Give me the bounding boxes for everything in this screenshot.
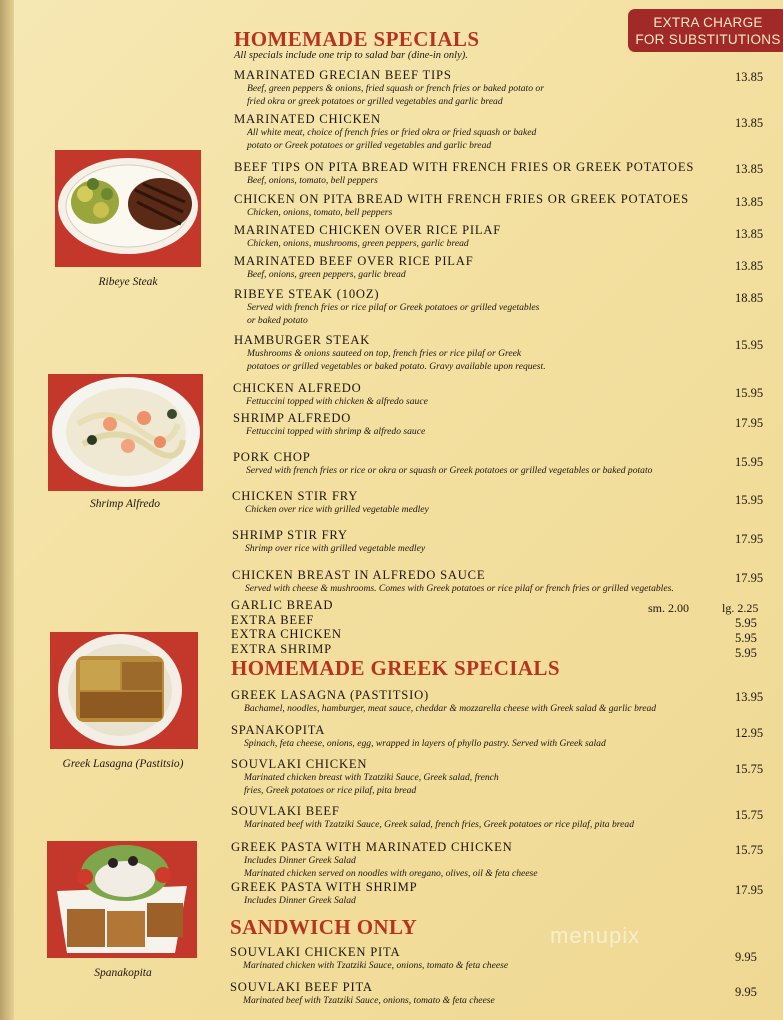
badge-line-1: EXTRA CHARGE <box>653 15 763 30</box>
item-name: PORK CHOP <box>233 450 311 464</box>
greek-lasagna-image <box>50 632 198 749</box>
item-desc: Bachamel, noodles, hamburger, meat sauce, cheddar & mozzarella cheese with Greek salad & garlic bread <box>244 703 657 714</box>
menu-item <box>231 880 417 908</box>
spanakopita-caption: Spanakopita <box>94 967 152 979</box>
shrimp-alfredo-image <box>48 374 203 491</box>
section-greek-specials: HOMEMADE GREEK SPECIALS <box>231 656 560 680</box>
item-name: SOUVLAKI CHICKEN <box>231 757 368 771</box>
item-price: 15.95 <box>735 455 764 469</box>
item-name: HAMBURGER STEAK <box>234 333 371 347</box>
item-name: CHICKEN BREAST IN ALFREDO SAUCE <box>232 568 486 582</box>
ribeye-steak-image <box>55 150 201 267</box>
menu-item <box>231 757 499 797</box>
spanakopita-photo <box>47 841 197 958</box>
item-price: 13.85 <box>735 116 764 130</box>
item-price: 17.95 <box>735 532 764 546</box>
item-price: 15.75 <box>735 762 764 776</box>
extra-price-large: lg. 2.25 <box>722 601 759 615</box>
item-desc: Chicken, onions, tomato, bell peppers <box>247 207 393 218</box>
item-name: GREEK LASAGNA (PASTITSIO) <box>231 688 429 702</box>
item-price: 12.95 <box>735 726 764 740</box>
item-price: 9.95 <box>735 985 757 999</box>
ribeye-caption: Ribeye Steak <box>98 276 158 288</box>
item-desc: Beef, onions, tomato, bell peppers <box>247 175 378 186</box>
menu-item <box>234 192 689 220</box>
section-sandwich-only: SANDWICH ONLY <box>230 915 418 939</box>
menu-item <box>234 333 546 373</box>
item-desc: Fettuccini topped with chicken & alfredo sauce <box>246 396 428 407</box>
item-price: 13.85 <box>735 227 764 241</box>
extra-price-small: sm. 2.00 <box>648 601 690 615</box>
item-price: 15.95 <box>735 338 764 352</box>
menu-item <box>234 223 501 251</box>
item-price: 17.95 <box>735 883 764 897</box>
item-price: 18.85 <box>735 291 764 305</box>
item-desc-2: Marinated chicken served on noodles with oregano, olives, oil & feta cheese <box>244 867 538 879</box>
item-desc: Marinated beef with Tzatziki Sauce, onions, tomato & feta cheese <box>243 995 495 1006</box>
menu-item <box>232 489 429 517</box>
menu-item <box>233 411 425 439</box>
item-desc: Served with french fries or rice pilaf or Greek potatoes or grilled vegetables <box>247 302 540 313</box>
menu-item <box>230 980 495 1008</box>
item-desc: Beef, green peppers & onions, fried squash or french fries or baked potato or <box>247 83 544 94</box>
item-name: SOUVLAKI CHICKEN PITA <box>230 945 401 959</box>
menu-item <box>231 723 606 751</box>
page-edge <box>0 0 14 1020</box>
menu-item <box>231 804 634 832</box>
item-price: 13.85 <box>735 162 764 176</box>
item-desc: All white meat, choice of french fries or fried okra or fried squash or baked <box>247 127 537 138</box>
menu-item <box>232 528 425 556</box>
extra-price: 5.95 <box>735 631 757 645</box>
item-name: MARINATED BEEF OVER RICE PILAF <box>234 254 474 268</box>
item-desc: Served with cheese & mushrooms. Comes with Greek potatoes or rice pilaf or french fries or grilled vegetables. <box>245 583 674 594</box>
extra-name: EXTRA CHICKEN <box>231 627 342 641</box>
item-name: CHICKEN ON PITA BREAD WITH FRENCH FRIES OR GREEK POTATOES <box>234 192 689 206</box>
greek-lasagna-photo <box>50 632 198 749</box>
menu-item <box>234 68 544 108</box>
item-desc: Marinated beef with Tzatziki Sauce, Greek salad, french fries, Greek potatoes or rice pilaf, pita bread <box>244 819 634 830</box>
shrimp-alfredo-caption: Shrimp Alfredo <box>90 498 160 510</box>
item-name: MARINATED CHICKEN <box>234 112 381 126</box>
item-price: 17.95 <box>735 416 764 430</box>
item-name: CHICKEN STIR FRY <box>232 489 359 503</box>
item-price: 13.95 <box>735 690 764 704</box>
menu-item <box>234 287 539 327</box>
item-name: GREEK PASTA WITH MARINATED CHICKEN <box>231 840 513 854</box>
menu-item <box>233 450 652 478</box>
item-desc-2: fried okra or greek potatoes or grilled vegetables and garlic bread <box>247 95 503 107</box>
item-price: 15.75 <box>735 843 764 857</box>
badge-line-2: FOR SUBSTITUTIONS <box>635 32 781 47</box>
extra-name: EXTRA SHRIMP <box>231 641 332 656</box>
shrimp-alfredo-photo <box>48 374 203 491</box>
item-desc: Includes Dinner Greek Salad <box>244 895 356 906</box>
item-desc-2: or baked potato <box>247 314 308 326</box>
greek-lasagna-caption: Greek Lasagna (Pastitsio) <box>62 758 184 770</box>
item-name: MARINATED GRECIAN BEEF TIPS <box>234 68 452 82</box>
menu-item <box>231 688 656 716</box>
item-desc: Fettuccini topped with shrimp & alfredo sauce <box>246 426 426 437</box>
item-desc-2: potato or Greek potatoes or grilled vegetables and garlic bread <box>247 139 492 151</box>
extra-price: 5.95 <box>735 616 757 630</box>
item-price: 13.85 <box>735 259 764 273</box>
menu-item <box>230 945 508 973</box>
item-desc: Served with french fries or rice or okra or squash or Greek potatoes or grilled vegetables or baked potato <box>246 465 653 476</box>
item-price: 17.95 <box>735 571 764 585</box>
section-homemade-specials: HOMEMADE SPECIALS <box>234 27 480 51</box>
menu-item <box>233 381 428 409</box>
item-price: 9.95 <box>735 950 757 964</box>
extra-name: EXTRA BEEF <box>231 612 315 627</box>
item-name: CHICKEN ALFREDO <box>233 381 362 395</box>
item-desc: Spinach, feta cheese, onions, egg, wrapped in layers of phyllo pastry. Served with Greek salad <box>244 738 606 749</box>
item-name: SOUVLAKI BEEF PITA <box>230 980 373 994</box>
menu-item <box>232 568 674 596</box>
item-name: BEEF TIPS ON PITA BREAD WITH FRENCH FRIES OR GREEK POTATOES <box>234 160 695 174</box>
section-note: All specials include one trip to salad bar (dine-in only). <box>234 50 468 61</box>
item-name: SHRIMP STIR FRY <box>232 528 348 542</box>
item-name: SHRIMP ALFREDO <box>233 411 352 425</box>
item-name: MARINATED CHICKEN OVER RICE PILAF <box>234 223 502 237</box>
item-name: RIBEYE STEAK (10OZ) <box>234 287 380 301</box>
item-desc: Chicken over rice with grilled vegetable medley <box>245 504 429 515</box>
item-price: 13.85 <box>735 70 764 84</box>
menu-item <box>234 254 474 282</box>
item-name: GREEK PASTA WITH SHRIMP <box>231 880 418 894</box>
item-name: SOUVLAKI BEEF <box>231 804 340 818</box>
ribeye-steak-photo <box>55 150 201 267</box>
item-desc: Beef, onions, green peppers, garlic bread <box>247 269 406 280</box>
item-desc: Marinated chicken breast with Tzatziki Sauce, Greek salad, french <box>244 772 499 783</box>
item-price: 13.85 <box>735 195 764 209</box>
item-price: 15.95 <box>735 493 764 507</box>
item-desc-2: fries, Greek potatoes or rice pilaf, pita bread <box>244 784 417 796</box>
item-desc-2: potatoes or grilled vegetables or baked potato. Gravy available upon request. <box>247 360 546 372</box>
menu-item <box>231 840 538 880</box>
item-desc: Includes Dinner Greek Salad <box>244 855 356 866</box>
menu-item <box>234 112 536 152</box>
item-desc: Chicken, onions, mushrooms, green peppers, garlic bread <box>247 238 469 249</box>
extra-name: GARLIC BREAD <box>231 598 334 612</box>
item-name: SPANAKOPITA <box>231 723 326 737</box>
watermark: menupix <box>550 923 641 948</box>
item-desc: Shrimp over rice with grilled vegetable medley <box>245 543 426 554</box>
item-price: 15.75 <box>735 808 764 822</box>
item-desc: Marinated chicken with Tzatziki Sauce, onions, tomato & feta cheese <box>243 960 509 971</box>
extra-charge-badge <box>628 9 783 52</box>
extras-list <box>231 598 342 656</box>
spanakopita-image <box>47 841 197 958</box>
menu-item <box>234 160 694 188</box>
item-desc: Mushrooms & onions sauteed on top, french fries or rice pilaf or Greek <box>247 348 522 359</box>
item-price: 15.95 <box>735 386 764 400</box>
extra-price: 5.95 <box>735 646 757 660</box>
